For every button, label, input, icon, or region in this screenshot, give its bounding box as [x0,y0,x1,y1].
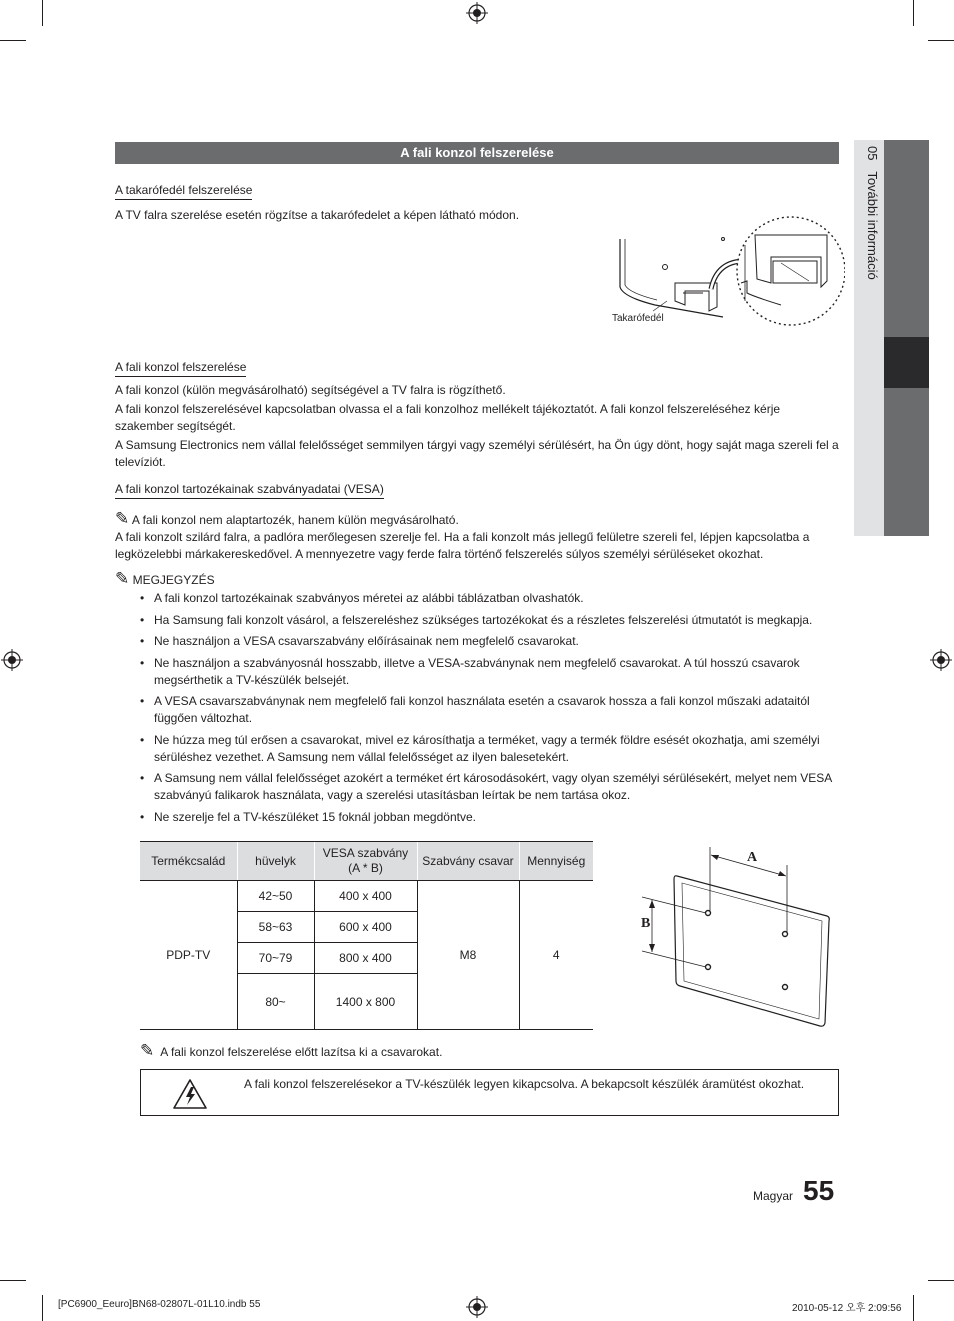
crop-mark [928,1280,954,1281]
table-header-row [140,842,593,881]
table-row [140,881,593,912]
crop-mark [42,0,43,26]
vesa-note-1-text: A fali konzol nem alaptartozék, hanem külön megvásárolható. [131,513,459,527]
vesa-size-cell: 400 x 400 [314,881,417,912]
product-family-cell: PDP-TV [140,881,237,1030]
registration-mark-icon [930,649,952,671]
list-item: • A Samsung nem vállal felelősséget azokért a terméket ért károsodásokért, vagy olyan személyi sérülésekért, melyet nem VESA szabványú falikarok használata, vagy a szerelési utasításban leírtak be nem tartása okoz. [140,770,840,804]
inch-cell: 80~ [237,974,314,1030]
column-header: hüvelyk [237,842,314,881]
vesa-note-2 [140,1041,442,1061]
registration-mark-icon [1,649,23,671]
mount-paragraph-2: A fali konzol felszerelésével kapcsolatban olvassa el a fali konzolhoz mellékelt tájékoztatót. A fali konzol felszereléséhez kérje szakember segítségét. [115,402,781,433]
electric-warning-icon [172,1078,208,1110]
dimension-b-label: B [641,916,651,931]
note-heading [115,569,215,589]
list-item: • Ne használjon a szabványosnál hosszabb, illetve a VESA-szabványnak nem megfelelő csavarokat. A túl hosszú csavarok megsérthetik a TV-készülék belsejét. [140,655,840,689]
vesa-size-cell: 1400 x 800 [314,974,417,1030]
column-header: Szabvány csavar [417,842,519,881]
vesa-paragraph: A fali konzolt szilárd falra, a padlóra merőlegesen szerelje fel. Ha a fali konzolt más jellegű felületre szereli fel, lépjen kapcsolatba a legközelebbi márkakereskedővel. A mennyezetre vagy ferde falra történő felszerelés súlyos személyi sérüléseket okozhat. [115,530,810,561]
mount-paragraph-1: A fali konzol (külön megvásárolható) segítségével a TV falra is rögzíthető. [115,383,506,397]
footer-file-info: [PC6900_Eeuro]BN68-02807L-01L10.indb 55 [58,1299,261,1310]
vesa-note-2-text: A fali konzol felszerelése előtt lazítsa ki a csavarokat. [160,1045,443,1059]
list-item: • A VESA csavarszabványnak nem megfelelő fali konzol használata esetén a csavarok hossza a fali konzol műszaki adataitól függően változhat. [140,693,840,727]
crop-mark [913,0,914,26]
vesa-size-cell: 600 x 400 [314,912,417,943]
note-label: MEGJEGYZÉS [132,573,215,587]
list-item: • Ne húzza meg túl erősen a csavarokat, mivel ez károsíthatja a terméket, vagy a termék földre esését okozhatja, ami személyi sérüléshez vezethet. A Samsung nem vállal felelősséget az ilyen balesetekért. [140,732,840,766]
chapter-number: 05 [865,146,880,161]
screw-cell: M8 [417,881,519,1030]
pencil-note-icon: ✎ [115,509,130,528]
crop-mark [913,1295,914,1321]
cover-figure-label: Takarófedél [612,313,664,324]
registration-mark-icon [466,1296,488,1318]
column-header: VESA szabvány (A * B) [314,842,417,881]
inch-cell: 58~63 [237,912,314,943]
crop-mark [928,40,954,41]
side-tab-marker [884,337,929,388]
mount-heading: A fali konzol felszerelése [115,360,246,377]
warning-box [140,1069,839,1116]
column-header: Termékcsalád [140,842,237,881]
quantity-cell: 4 [519,881,593,1030]
cover-heading: A takarófedél felszerelése [115,183,252,200]
vesa-heading: A fali konzol tartozékainak szabványadatai (VESA) [115,482,384,499]
pencil-note-icon: ✎ [115,569,130,588]
column-header: Mennyiség [519,842,593,881]
dimension-a-label: A [747,850,758,865]
side-tab-label [858,146,880,526]
warning-text: A fali konzol felszerelésekor a TV-készülék legyen kikapcsolva. A bekapcsolt készülék áramütést okozhat. [244,1077,805,1091]
vesa-size-cell: 800 x 400 [314,943,417,974]
vesa-note-1 [115,509,459,529]
crop-mark [42,1295,43,1321]
list-item: • Ha Samsung fali konzolt vásárol, a felszereléshez szükséges tartozékokat és a részletes felszerelési útmutatót is megkapja. [140,612,840,629]
list-item: • Ne használjon a VESA csavarszabvány előírásainak nem megfelelő csavarokat. [140,633,840,650]
section-title: A fali konzol felszerelése [115,142,839,164]
crop-mark [0,40,26,41]
footer-timestamp: 2010-05-12 오후 2:09:56 [792,1303,902,1314]
chapter-title: További információ [865,171,880,280]
inch-cell: 70~79 [237,943,314,974]
inch-cell: 42~50 [237,881,314,912]
page-number: 55 [803,1175,835,1206]
list-item: • Ne szerelje fel a TV-készüléket 15 foknál jobban megdöntve. [140,809,840,826]
mount-paragraph-3: A Samsung Electronics nem vállal felelősséget semmilyen tárgyi vagy személyi sérülésért, ha Ön úgy dönt, hogy saját maga szereli fel a televíziót. [115,438,839,469]
cover-text: A TV falra szerelése esetén rögzítse a takarófedelet a képen látható módon. [115,208,520,222]
page-language: Magyar [753,1189,794,1203]
vesa-hole-diagram [632,845,842,1030]
note-bullet-list [140,590,840,830]
registration-mark-icon [466,2,488,24]
pencil-note-icon: ✎ [140,1041,155,1060]
vesa-spec-table [140,841,593,1030]
list-item: • A fali konzol tartozékainak szabványos méretei az alábbi táblázatban olvashatók. [140,590,840,607]
crop-mark [0,1280,26,1281]
